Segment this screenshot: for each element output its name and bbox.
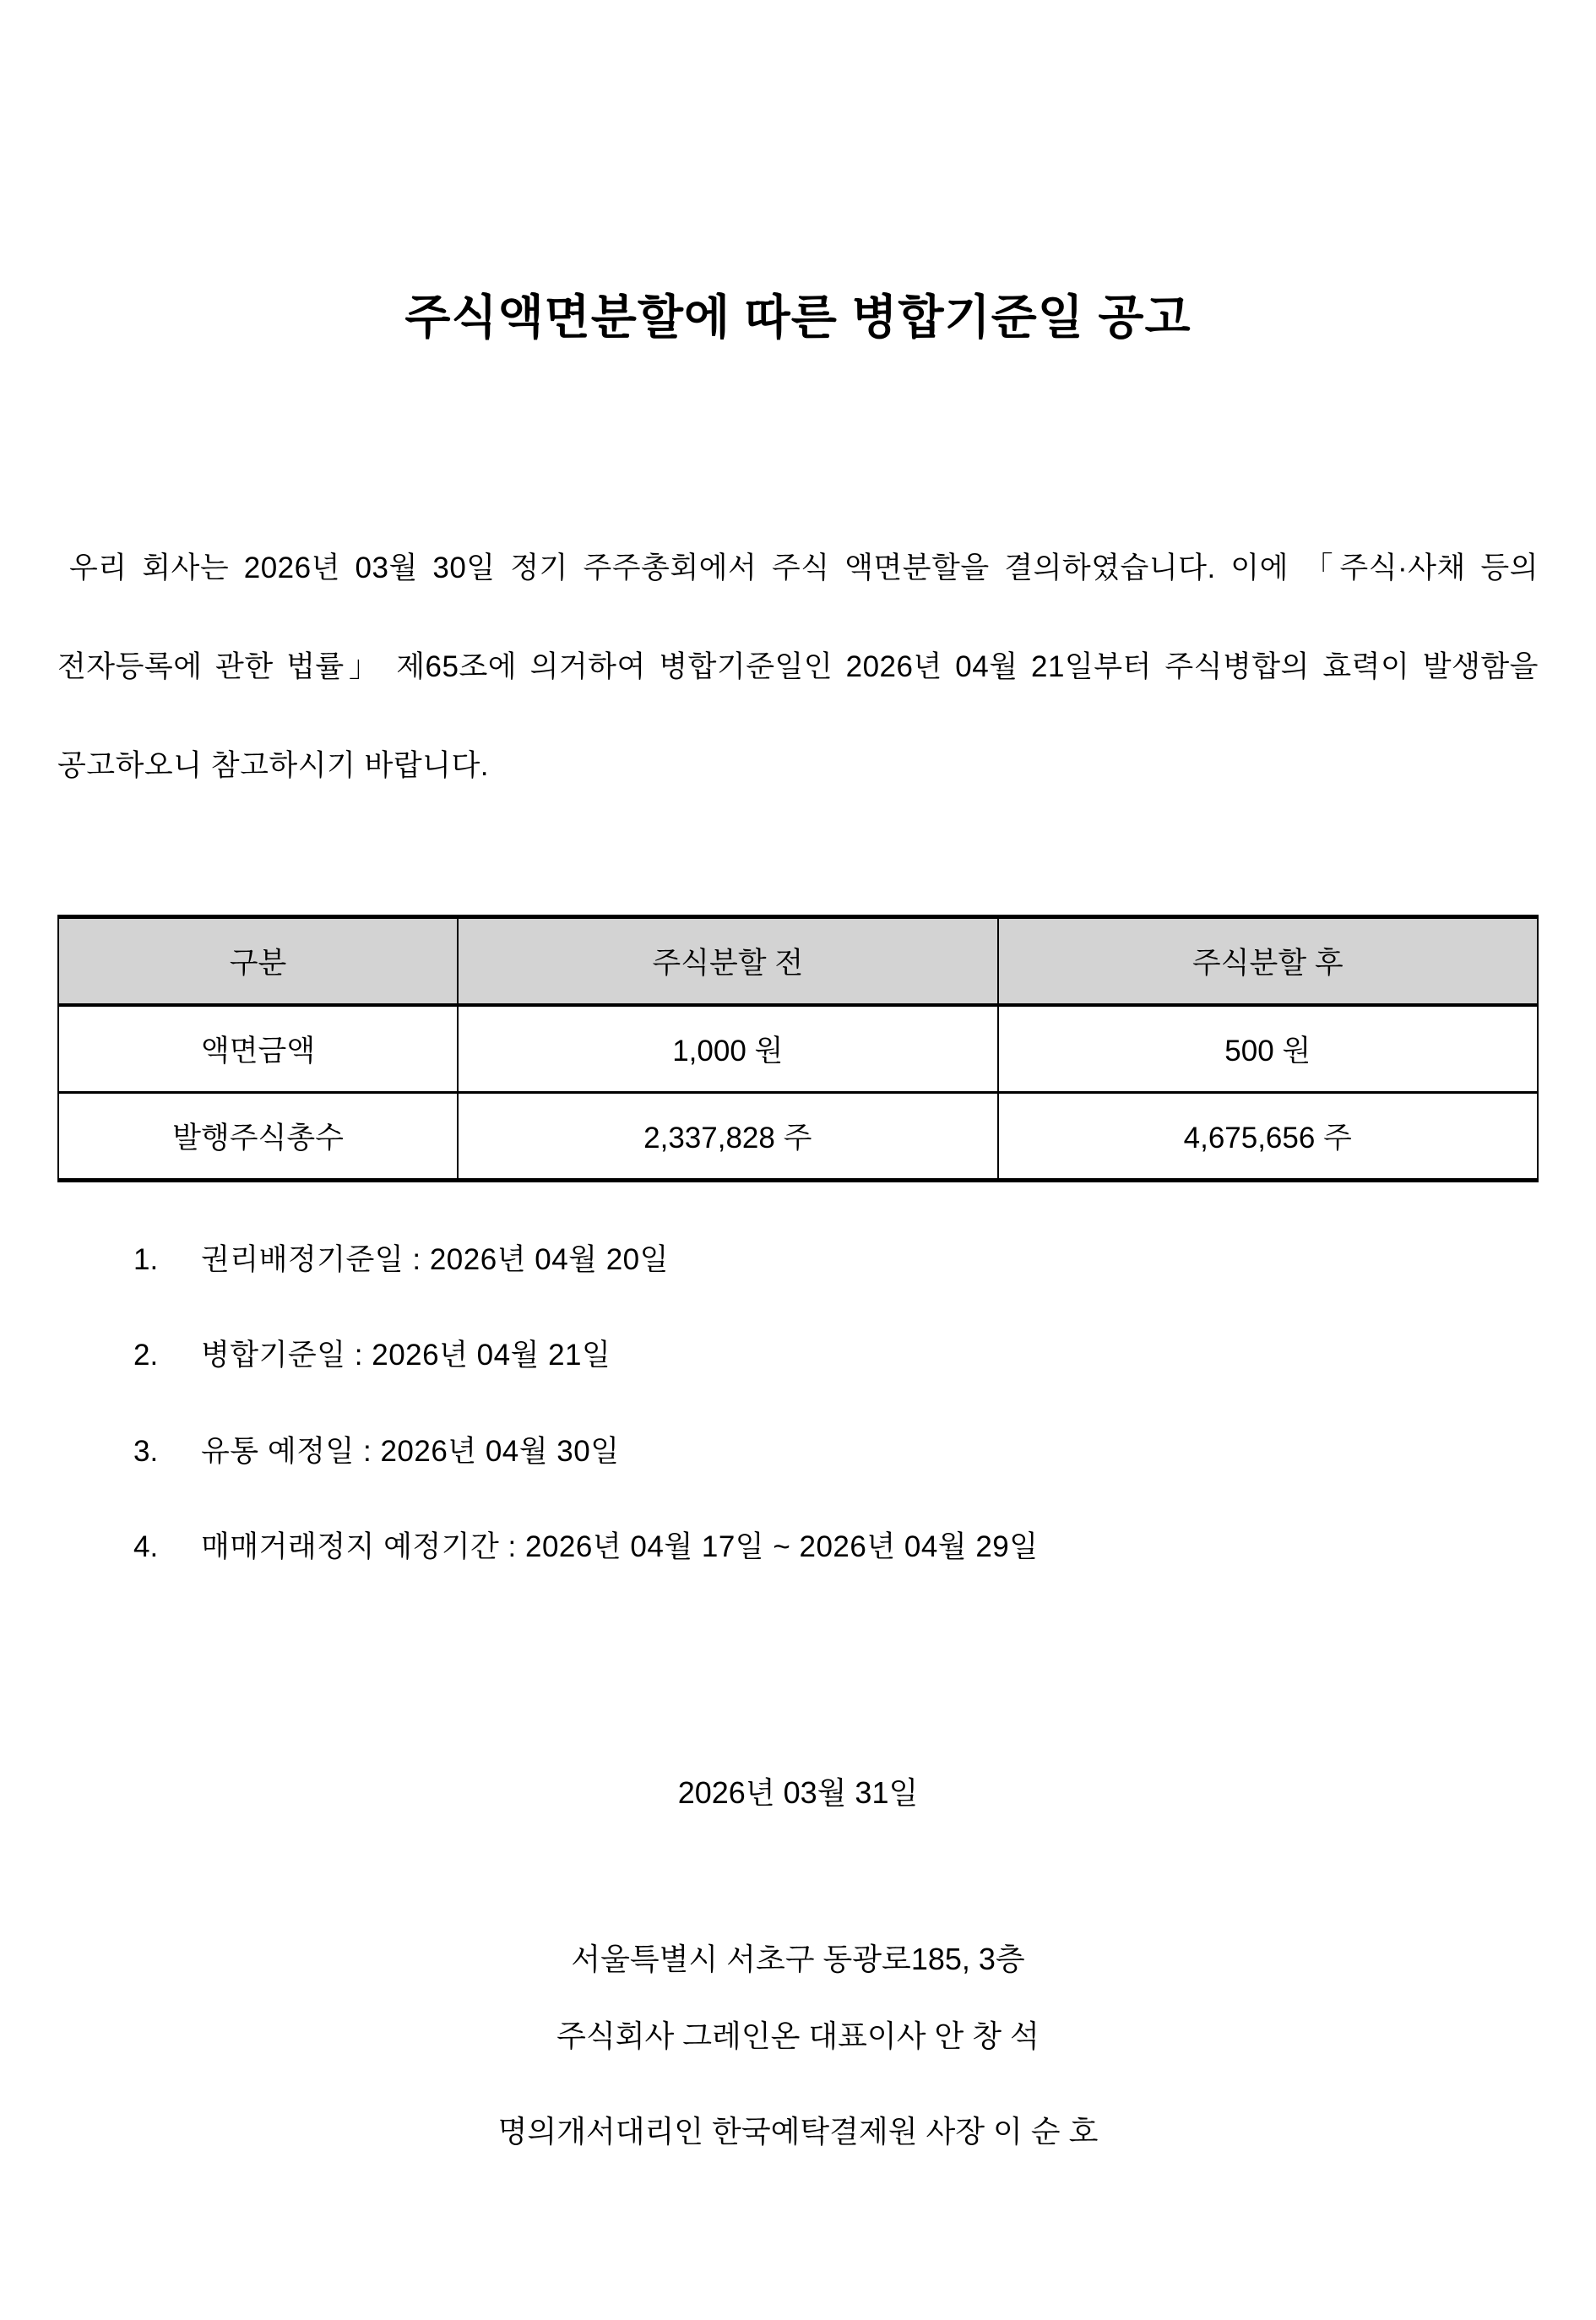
notice-paragraph: 우리 회사는 2026년 03월 30일 정기 주주총회에서 주식 액면분할을 결의하였습니다. 이에 「주식·사채 등의 전자등록에 관한 법률」 제65조에 의거하여 병합기준일인 2026년 04월 21일부터 주식병합의 효력이 발생함을 공고하오니 참고하시기 바랍니다. (57, 551, 1539, 783)
list-item-number: 2. (133, 1339, 159, 1372)
table-header-category: 구분 (58, 917, 458, 1005)
total-shares-before: 2,337,828 주 (458, 1093, 997, 1181)
row-label-par-value: 액면금액 (58, 1005, 458, 1093)
list-item-number: 3. (133, 1434, 159, 1468)
announcement-date: 2026년 03월 31일 (677, 1775, 919, 1811)
table-header-row (58, 917, 1538, 1005)
table-row-total-shares (58, 1093, 1538, 1181)
list-item-text: 매매거래정지 예정기간 : 2026년 04월 17일 ~ 2026년 04월 29일 (201, 1529, 1039, 1563)
list-item-circulation-date (57, 1435, 1539, 1469)
company-ceo-line: 주식회사 그레인온 대표이사 안 창 석 (556, 2018, 1040, 2053)
notice-list (57, 1243, 1539, 1564)
table-row-par-value (58, 1005, 1538, 1093)
transfer-agent-line: 명의개서대리인 한국예탁결제원 사장 이 순 호 (497, 2114, 1099, 2149)
stock-split-table (57, 915, 1539, 1182)
table-header-after-split: 주식분할 후 (998, 917, 1539, 1005)
list-item-text: 권리배정기준일 : 2026년 04월 20일 (201, 1243, 669, 1277)
table-header-before-split: 주식분할 전 (458, 917, 997, 1005)
company-address: 서울특별시 서초구 동광로185, 3층 (571, 1941, 1025, 1976)
par-value-before: 1,000 원 (458, 1005, 997, 1093)
list-item-consolidation-date (57, 1339, 1539, 1372)
row-label-total-shares: 발행주식총수 (58, 1093, 458, 1181)
page-title: 주식액면분할에 따른 병합기준일 공고 (404, 291, 1192, 344)
list-item-text: 유통 예정일 : 2026년 04월 30일 (201, 1434, 620, 1468)
list-item-trading-halt-period (57, 1530, 1539, 1564)
par-value-after: 500 원 (998, 1005, 1539, 1093)
list-item-text: 병합기준일 : 2026년 04월 21일 (201, 1339, 611, 1372)
list-item-record-date-rights (57, 1243, 1539, 1277)
list-item-number: 1. (133, 1243, 159, 1277)
total-shares-after: 4,675,656 주 (998, 1093, 1539, 1181)
list-item-number: 4. (133, 1529, 159, 1563)
